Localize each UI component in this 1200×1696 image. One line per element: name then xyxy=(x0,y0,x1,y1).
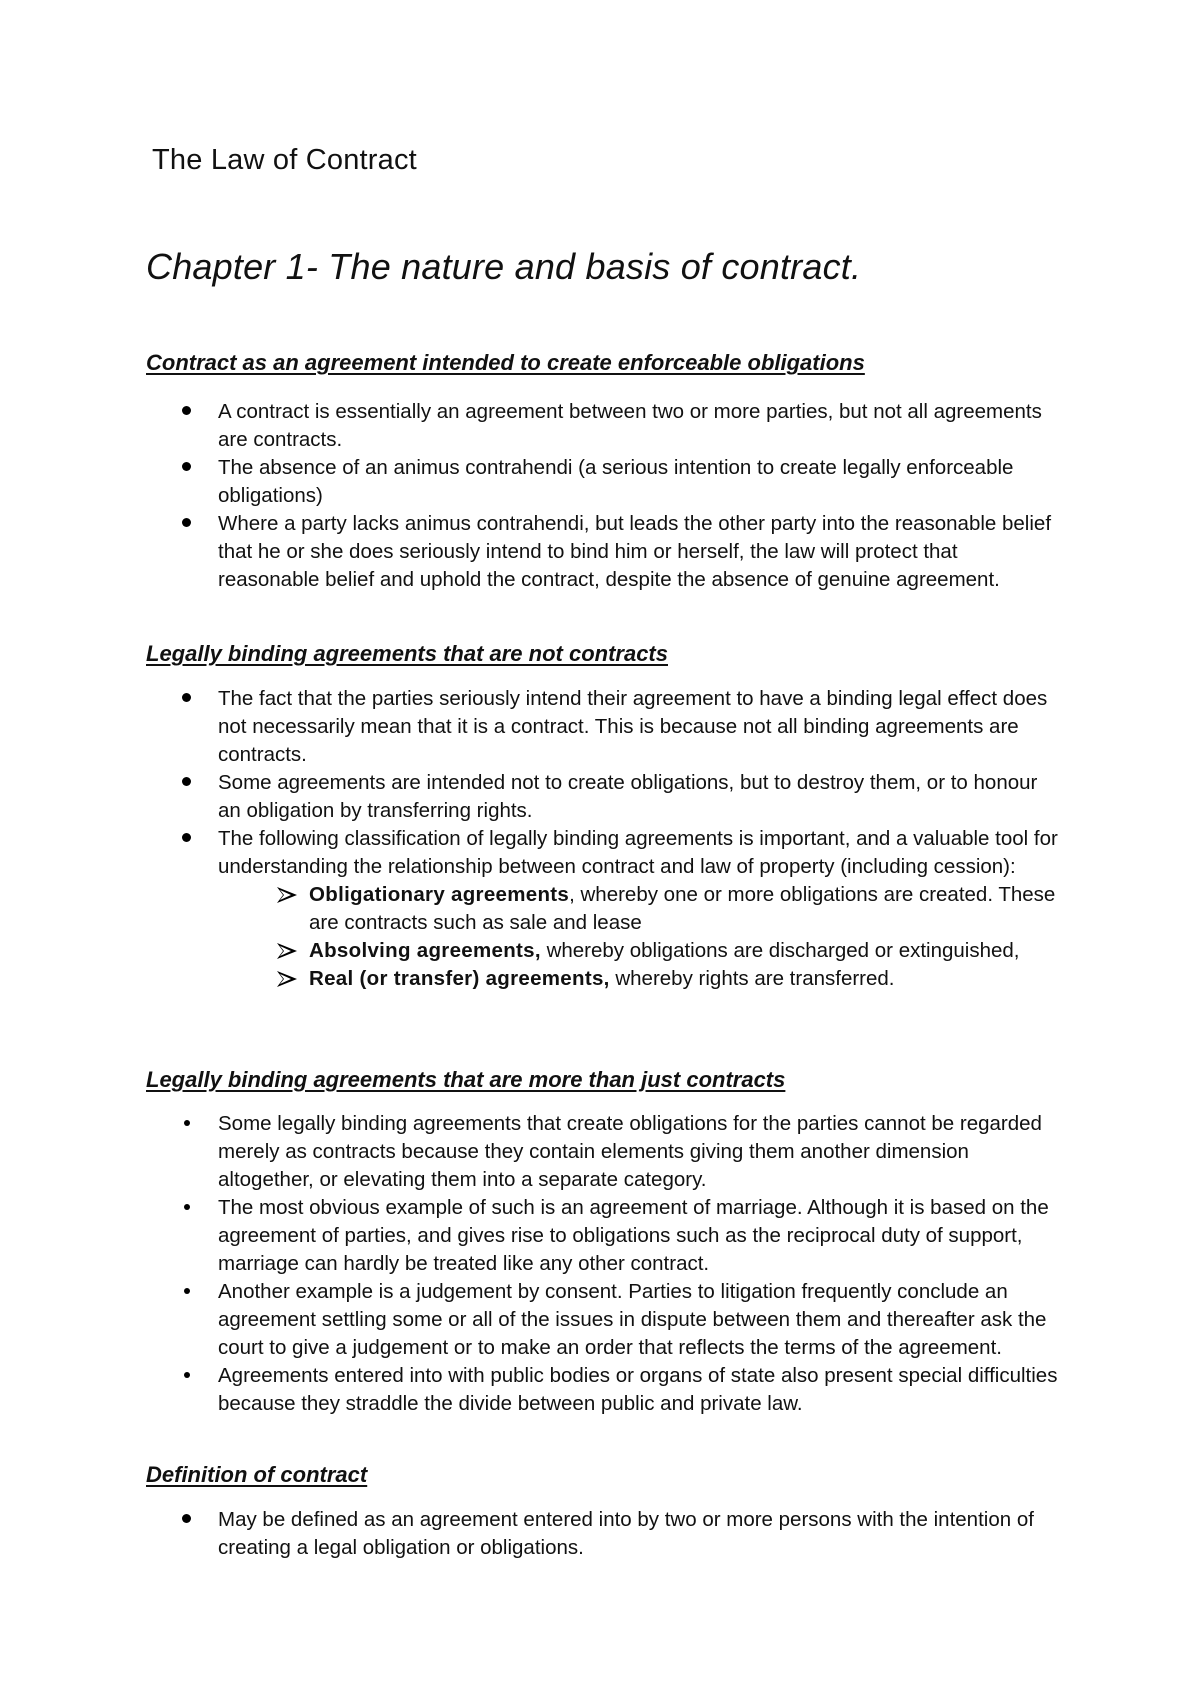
list-item: The following classification of legally binding agreements is important, and a valuable tool for understanding the relationship between contract and law of property (including cession): Obligationary agreements, whereby one or more obligations are created. These are contracts such as sale and lease Absolving agreements, whereby obligations are discharged or extinguished, Real (or transfer) agreements, whereby rights are transferred. xyxy=(0,825,1058,993)
document-title: The Law of Contract xyxy=(152,144,417,176)
bullet-icon xyxy=(182,1514,191,1523)
section-heading-not-contracts: Legally binding agreements that are not contracts xyxy=(146,641,668,666)
bullet-icon xyxy=(184,1372,190,1378)
bullet-list-more-than-contracts xyxy=(0,1110,1058,1418)
list-item: Some legally binding agreements that create obligations for the parties cannot be regarded merely as contracts because they contain elements giving them another dimension altogether, or elevating them into a separate category. xyxy=(0,1110,1058,1194)
bullet-list-definition xyxy=(0,1506,1058,1562)
bullet-icon xyxy=(184,1204,190,1210)
list-item: The most obvious example of such is an agreement of marriage. Although it is based on the agreement of parties, and gives rise to obligations such as the reciprocal duty of support, marriage can hardly be treated like any other contract. xyxy=(0,1194,1058,1278)
arrow-bullet-icon xyxy=(276,941,298,961)
list-item: Another example is a judgement by consent. Parties to litigation frequently conclude an agreement settling some or all of the issues in dispute between them and thereafter ask the court to give a judgement or to make an order that reflects the terms of the agreement. xyxy=(0,1278,1058,1362)
classification-item: Real (or transfer) agreements, whereby rights are transferred. xyxy=(216,965,1069,993)
bullet-icon xyxy=(182,833,191,842)
bullet-list-not-contracts xyxy=(0,685,1058,993)
bullet-icon xyxy=(182,518,191,527)
list-item: The fact that the parties seriously intend their agreement to have a binding legal effect does not necessarily mean that it is a contract. This is because not all binding agreements are contracts. xyxy=(0,685,1058,769)
list-item: May be defined as an agreement entered into by two or more persons with the intention of creating a legal obligation or obligations. xyxy=(0,1506,1058,1562)
bullet-icon xyxy=(184,1120,190,1126)
list-item: Agreements entered into with public bodies or organs of state also present special difficulties because they straddle the divide between public and private law. xyxy=(0,1362,1058,1418)
list-item: Some agreements are intended not to create obligations, but to destroy them, or to honour an obligation by transferring rights. xyxy=(0,769,1058,825)
classification-item: Absolving agreements, whereby obligations are discharged or extinguished, xyxy=(216,937,1069,965)
section-heading-definition: Definition of contract xyxy=(146,1462,368,1487)
bullet-icon xyxy=(182,777,191,786)
arrow-bullet-icon xyxy=(276,969,298,989)
section-heading-more-than-contracts: Legally binding agreements that are more than just contracts xyxy=(146,1067,786,1092)
bullet-icon xyxy=(182,462,191,471)
classification-item: Obligationary agreements, whereby one or more obligations are created. These are contracts such as sale and lease xyxy=(216,881,1069,937)
classification-list xyxy=(218,881,1058,993)
list-item: A contract is essentially an agreement between two or more parties, but not all agreements are contracts. xyxy=(0,398,1058,454)
arrow-bullet-icon xyxy=(276,885,298,905)
bullet-icon xyxy=(182,693,191,702)
list-item: Where a party lacks animus contrahendi, but leads the other party into the reasonable belief that he or she does seriously intend to bind him or herself, the law will protect that reasonable belief and uphold the contract, despite the absence of genuine agreement. xyxy=(0,510,1058,594)
bullet-icon xyxy=(184,1288,190,1294)
bullet-icon xyxy=(182,406,191,415)
list-item: The absence of an animus contrahendi (a serious intention to create legally enforceable obligations) xyxy=(0,454,1058,510)
bullet-list-contract-agreement xyxy=(0,398,1058,594)
chapter-heading: Chapter 1- The nature and basis of contract. xyxy=(146,246,862,287)
section-heading-contract-agreement: Contract as an agreement intended to create enforceable obligations xyxy=(146,350,865,375)
